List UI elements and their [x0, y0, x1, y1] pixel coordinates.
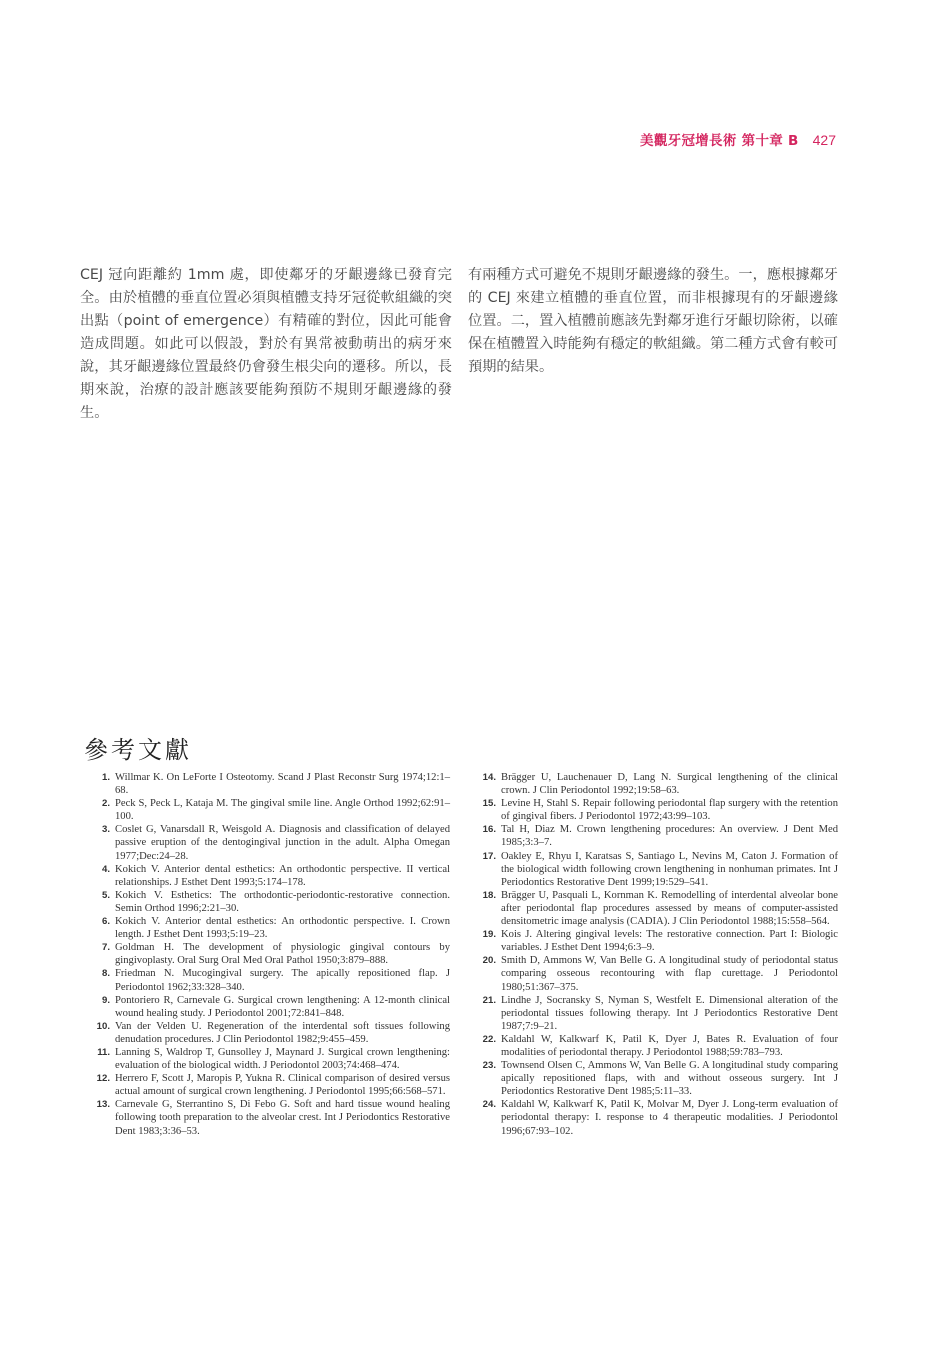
reference-item: [472, 771, 838, 797]
reference-number: 13.: [96, 1099, 110, 1111]
reference-item: [86, 941, 450, 967]
references-list-right: [472, 771, 838, 1138]
reference-number: 5.: [101, 889, 110, 901]
reference-text: Willmar K. On LeForte I Osteotomy. Scand J Plast Reconstr Surg 1974;12:1–68.: [115, 772, 450, 797]
reference-number: 14.: [482, 772, 496, 783]
reference-text: Brägger U, Pasquali L, Kornman K. Remodelling of interdental alveolar bone after periodontal flap procedures assessed by means of computer-assisted densitometric image analysis (CADIA). J Clin Periodontol 1988;15:558–564.: [501, 889, 838, 928]
reference-number: 19.: [482, 929, 496, 941]
reference-number: 22.: [482, 1033, 496, 1045]
reference-number: 2.: [101, 798, 110, 810]
reference-number: 18.: [482, 889, 496, 901]
reference-text: Van der Velden U. Regeneration of the interdental soft tissues following denudation procedures. J Clin Periodontol 1982;9:455–459.: [115, 1020, 450, 1045]
reference-item: [86, 915, 450, 941]
reference-item: [472, 823, 838, 849]
reference-number: 24.: [482, 1099, 496, 1111]
reference-item: [472, 850, 838, 889]
reference-item: [86, 1020, 450, 1046]
reference-item: [472, 954, 838, 993]
body-text-left: CEJ 冠向距離約 1mm 處，即使鄰牙的牙齦邊緣已發育完全。由於植體的垂直位置必須與植體支持牙冠從軟組織的突出點（point of emergence）有精確的對位，因此可能會造成問題。如此可以假設，對於有異常被動萌出的病牙來說，其牙齦邊緣位置最終仍會發生根尖向的遷移。所以，長期來說，治療的設計應該要能夠預防不規則牙齦邊緣的發生。: [80, 267, 452, 421]
reference-text: Kokich V. Anterior dental esthetics: An orthodontic perspective. II vertical relationships. J Esthet Dent 1993;5:174–178.: [115, 863, 450, 888]
reference-number: 1.: [101, 772, 110, 783]
reference-text: Oakley E, Rhyu I, Karatsas S, Santiago L, Nevins M, Caton J. Formation of the biological width following crown lengthening in nonhuman primates. Int J Periodontics Restorative Dent 1999;19:529–541.: [501, 850, 838, 888]
reference-text: Pontoriero R, Carnevale G. Surgical crown lengthening: A 12-month clinical wound healing study. J Periodontol 2001;72:841–848.: [115, 994, 450, 1019]
reference-item: [472, 994, 838, 1033]
reference-text: Kokich V. Esthetics: The orthodontic-periodontic-restorative connection. Semin Orthod 1996;2:21–30.: [115, 889, 450, 914]
reference-item: [86, 863, 450, 889]
reference-text: Kaldahl W, Kalkwarf K, Patil K, Molvar M, Dyer J. Long-term evaluation of periodontal therapy: I. response to 4 therapeutic modalities. J Periodontol 1996;67:93–102.: [501, 1099, 838, 1137]
reference-item: [86, 797, 450, 823]
reference-item: [86, 771, 450, 797]
reference-number: 4.: [101, 863, 110, 875]
reference-item: [472, 797, 838, 823]
reference-item: [86, 889, 450, 915]
chapter-title: 美觀牙冠增長術 第十章 B: [640, 133, 799, 149]
reference-number: 3.: [101, 824, 110, 836]
reference-text: Peck S, Peck L, Kataja M. The gingival smile line. Angle Orthod 1992;62:91–100.: [115, 798, 450, 823]
reference-text: Lanning S, Waldrop T, Gunsolley J, Maynard J. Surgical crown lengthening: evaluation of the biological width. J Periodontol 2003;74:468–474.: [115, 1046, 450, 1072]
references-heading: 參考文獻: [84, 736, 192, 764]
reference-text: Tal H, Diaz M. Crown lengthening procedures: An overview. J Dent Med 1985;3:3–7.: [501, 824, 838, 849]
reference-text: Kokich V. Anterior dental esthetics: An orthodontic perspective. I. Crown length. J Esthet Dent 1993;5:19–23.: [115, 916, 450, 941]
reference-item: [86, 1046, 450, 1072]
reference-item: [472, 1059, 838, 1098]
reference-number: 7.: [101, 942, 110, 954]
running-header: [640, 129, 836, 149]
reference-number: 6.: [101, 916, 110, 928]
reference-number: 17.: [482, 850, 496, 862]
reference-text: Townsend Olsen C, Ammons W, Van Belle G. A longitudinal study comparing apically repositioned flaps, with and without osseous surgery. Int J Periodontics Restorative Dent 1985;5:11–33.: [501, 1060, 838, 1098]
reference-text: Goldman H. The development of physiologic gingival contours by gingivoplasty. Oral Surg Oral Med Oral Pathol 1950;3:879–888.: [115, 942, 450, 967]
reference-item: [472, 889, 838, 928]
reference-text: Levine H, Stahl S. Repair following periodontal flap surgery with the retention of gingival fibers. J Periodontol 1972;43:99–103.: [501, 798, 838, 823]
reference-text: Carnevale G, Sterrantino S, Di Febo G. Soft and hard tissue wound healing following tooth preparation to the alveolar crest. Int J Periodontics Restorative Dent 1983;3:36–53.: [115, 1099, 450, 1137]
reference-text: Friedman N. Mucogingival surgery. The apically repositioned flap. J Periodontol 1962;33:328–340.: [115, 968, 450, 993]
reference-item: [86, 967, 450, 993]
page-number: 427: [812, 132, 836, 148]
reference-number: 15.: [482, 798, 496, 810]
reference-number: 10.: [96, 1020, 110, 1032]
reference-text: Coslet G, Vanarsdall R, Weisgold A. Diagnosis and classification of delayed passive eruption of the dentogingival junction in the adult. Alpha Omegan 1977;Dec:24–28.: [115, 824, 450, 862]
reference-item: [472, 928, 838, 954]
reference-text: Herrero F, Scott J, Maropis P, Yukna R. Clinical comparison of desired versus actual amount of surgical crown lengthening. J Periodontol 1995;66:568–571.: [115, 1073, 450, 1098]
reference-text: Smith D, Ammons W, Van Belle G. A longitudinal study of periodontal status comparing osseous recontouring with flap curettage. J Periodontol 1980;51:367–375.: [501, 955, 838, 993]
reference-item: [86, 823, 450, 862]
reference-number: 16.: [482, 824, 496, 836]
reference-number: 23.: [482, 1060, 496, 1072]
reference-item: [86, 1098, 450, 1137]
reference-text: Lindhe J, Socransky S, Nyman S, Westfelt E. Dimensional alteration of the periodontal tissues following therapy. Int J Periodontics Restorative Dent 1987;7:9–21.: [501, 994, 838, 1032]
reference-number: 11.: [97, 1046, 110, 1058]
reference-text: Brägger U, Lauchenauer D, Lang N. Surgical lengthening of the clinical crown. J Clin Periodontol 1992;19:58–63.: [501, 772, 838, 797]
reference-text: Kaldahl W, Kalkwarf K, Patil K, Dyer J, Bates R. Evaluation of four modalities of periodontal therapy. J Periodontol 1988;59:783–793.: [501, 1033, 838, 1058]
reference-number: 21.: [482, 994, 496, 1006]
reference-item: [472, 1033, 838, 1059]
reference-number: 8.: [101, 968, 110, 980]
reference-number: 20.: [482, 955, 496, 967]
reference-item: [86, 994, 450, 1020]
reference-item: [472, 1098, 838, 1137]
reference-number: 12.: [96, 1073, 110, 1085]
references-list-left: [86, 771, 450, 1138]
reference-item: [86, 1072, 450, 1098]
reference-number: 9.: [101, 994, 110, 1006]
body-text-right: 有兩種方式可避免不規則牙齦邊緣的發生。一，應根據鄰牙的 CEJ 來建立植體的垂直位置，而非根據現有的牙齦邊緣位置。二，置入植體前應該先對鄰牙進行牙齦切除術，以確保在植體置入時能夠有穩定的軟組織。第二種方式會有較可預期的結果。: [468, 267, 838, 375]
reference-text: Kois J. Altering gingival levels: The restorative connection. Part I: Biologic variables. J Esthet Dent 1994;6:3–9.: [501, 929, 838, 954]
